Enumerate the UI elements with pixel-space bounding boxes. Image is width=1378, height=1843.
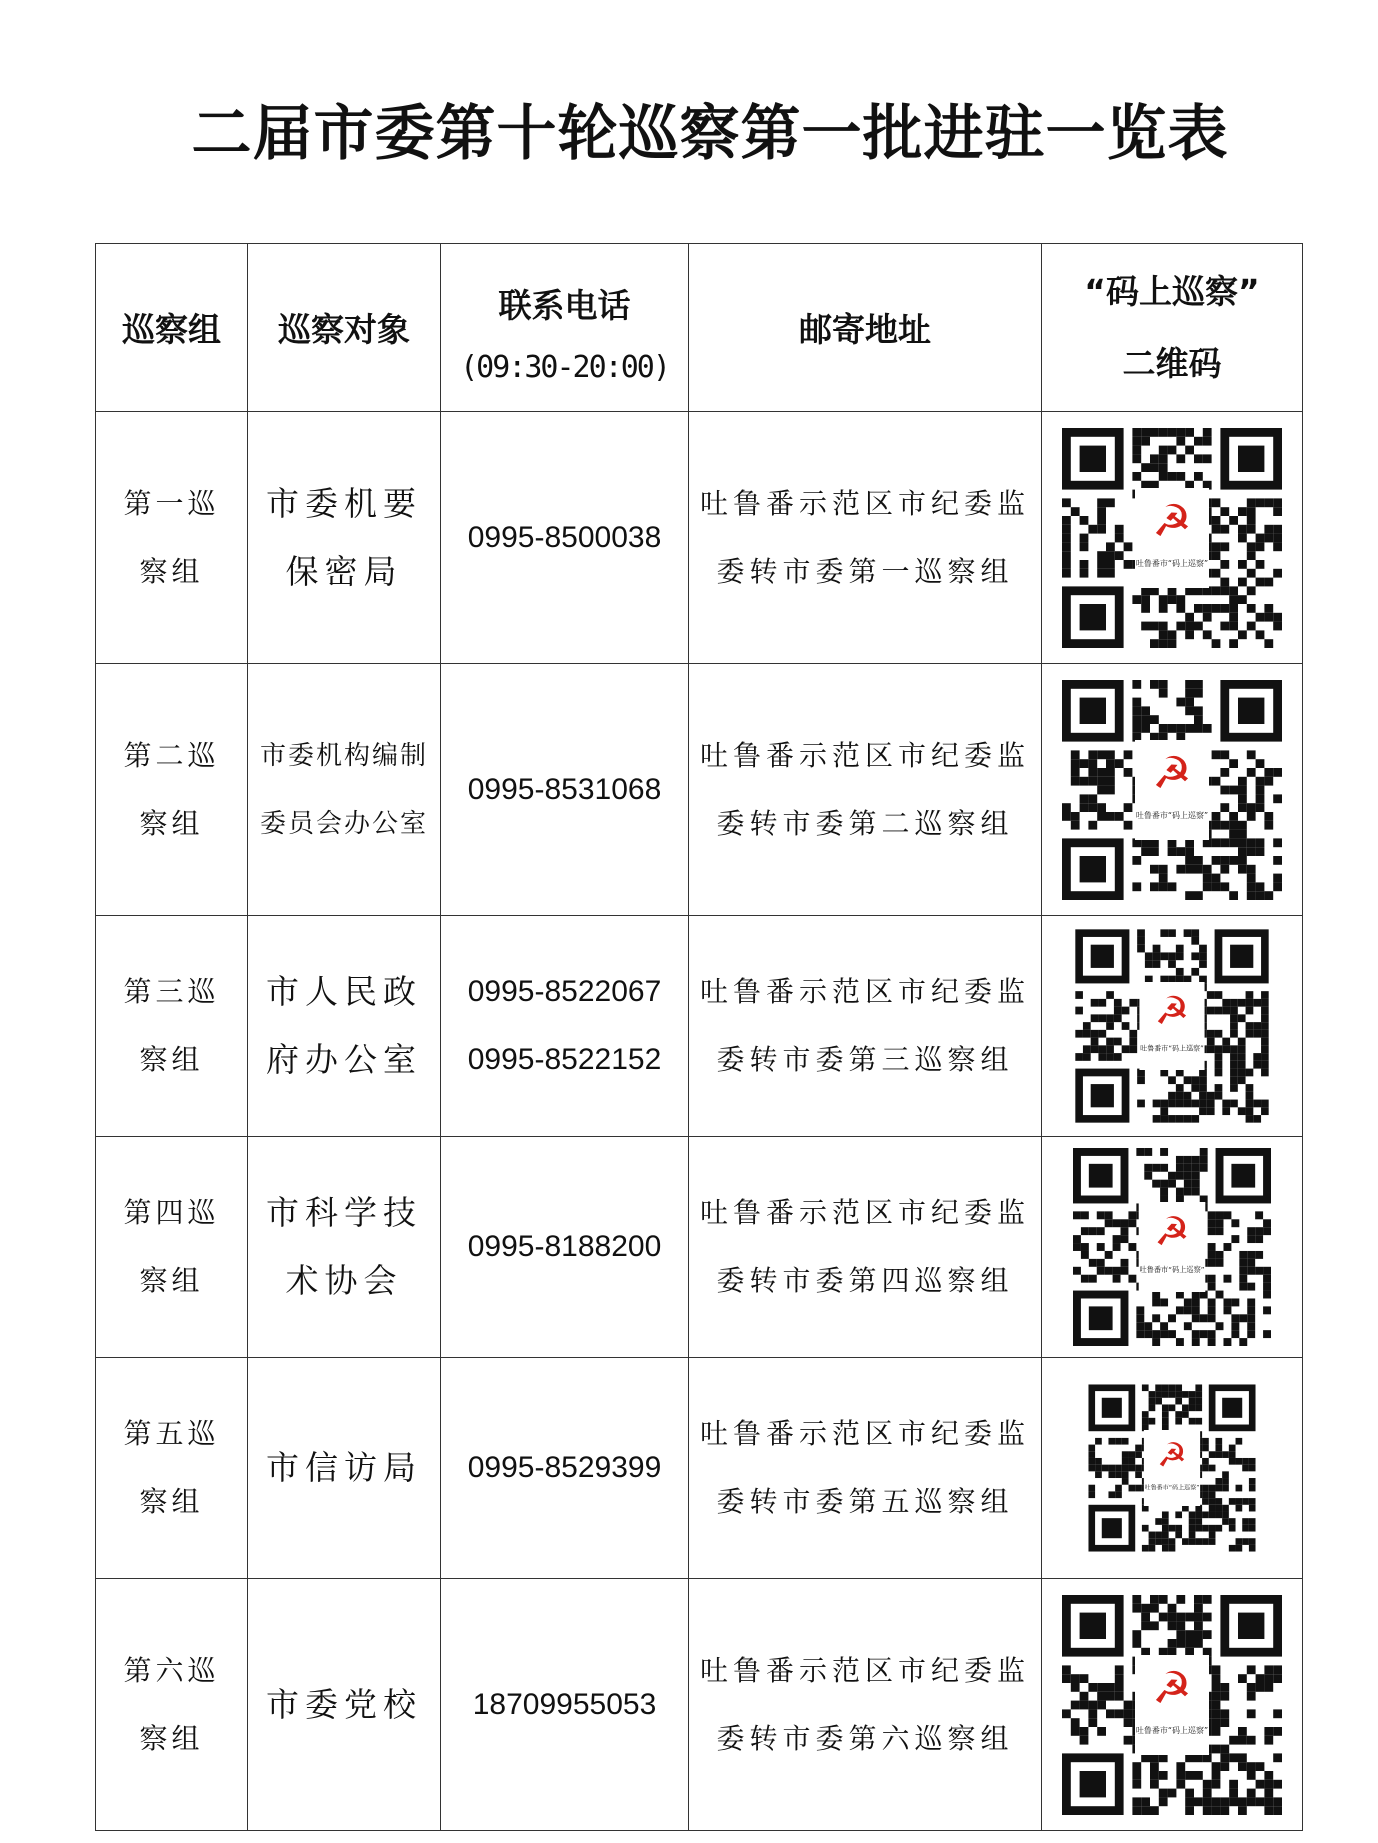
group-line1: 第四巡 [123,1196,220,1229]
party-emblem-icon: ☭ 吐鲁番市“码上巡察” [1135,488,1209,588]
group-line1: 第三巡 [123,975,220,1008]
table-row [96,1137,1303,1358]
party-emblem-icon: ☭ 吐鲁番市“码上巡察” [1135,1655,1209,1755]
phone-cell [441,1137,689,1358]
header-phone-hours: (09:30-20:00) [460,350,669,385]
target-line1: 市科学技 [266,1193,422,1232]
table-row [96,1358,1303,1579]
address-line2: 委转市委第一巡察组 [716,554,1014,588]
group-line2: 察组 [139,806,204,840]
group-line2: 察组 [139,554,204,588]
address-line2: 委转市委第五巡察组 [716,1485,1014,1518]
phone-cell [441,916,689,1137]
phone-line1: 0995-8529399 [467,1451,662,1484]
group-cell [96,412,248,664]
qr-cell [1042,664,1303,916]
phone-line1: 0995-8522067 [467,975,662,1008]
target-line2: 术协会 [285,1261,403,1300]
header-target: 巡察对象 [248,244,441,412]
page-title: 二届市委第十轮巡察第一批进驻一览表 [191,99,1229,169]
phone-cell [441,1358,689,1579]
header-address: 邮寄地址 [689,244,1042,412]
target-cell [248,1579,441,1831]
target-line1: 市委机构编制 [259,740,428,771]
address-line2: 委转市委第四巡察组 [716,1264,1014,1297]
target-line2: 委员会办公室 [259,808,428,839]
address-line1: 吐鲁番示范区市纪委监 [699,738,1030,772]
party-emblem-icon: ☭ 吐鲁番市“码上巡察” [1144,1430,1200,1506]
group-cell [96,1579,248,1831]
group-line1: 第一巡 [123,486,220,520]
address-cell [689,1358,1042,1579]
target-line1: 市信访局 [266,1448,422,1487]
table-row [96,412,1303,664]
table-row [96,664,1303,916]
header-phone-title: 联系电话 [498,286,631,325]
phone-line1: 0995-8188200 [467,1230,662,1263]
header-qr-line1: “码上巡察” [1084,271,1260,311]
qr-cell [1042,1358,1303,1579]
target-line2: 保密局 [285,551,403,591]
target-line1: 市委党校 [266,1684,422,1724]
group-line2: 察组 [139,1485,204,1518]
qr-code-icon[interactable] [1088,1384,1255,1551]
address-line2: 委转市委第三巡察组 [716,1043,1014,1076]
group-line1: 第六巡 [123,1653,220,1687]
target-cell [248,664,441,916]
group-line1: 第二巡 [123,738,220,772]
group-cell [96,1358,248,1579]
qr-code-icon[interactable] [1062,1595,1282,1815]
header-qr-line2: 二维码 [1122,343,1222,383]
phone-line2: 0995-8522152 [467,1043,662,1076]
phone-cell [441,664,689,916]
qr-cell [1042,916,1303,1137]
header-qr [1042,244,1303,412]
qr-code-icon[interactable] [1075,929,1269,1123]
qr-cell [1042,1579,1303,1831]
group-cell [96,916,248,1137]
target-cell [248,1137,441,1358]
address-cell [689,1579,1042,1831]
address-line1: 吐鲁番示范区市纪委监 [699,1417,1030,1450]
qr-cell [1042,412,1303,664]
address-line1: 吐鲁番示范区市纪委监 [699,975,1030,1008]
header-phone [441,244,689,412]
address-cell [689,664,1042,916]
group-line1: 第五巡 [123,1417,220,1450]
group-line2: 察组 [139,1264,204,1297]
table-row [96,916,1303,1137]
group-line2: 察组 [139,1721,204,1755]
group-cell [96,664,248,916]
target-cell [248,412,441,664]
phone-line1: 0995-8500038 [467,520,662,554]
address-line2: 委转市委第六巡察组 [716,1721,1014,1755]
phone-cell [441,1579,689,1831]
address-line1: 吐鲁番示范区市纪委监 [699,1653,1030,1687]
address-line2: 委转市委第二巡察组 [716,806,1014,840]
phone-line1: 18709955053 [472,1687,657,1721]
phone-cell [441,412,689,664]
address-cell [689,1137,1042,1358]
group-cell [96,1137,248,1358]
qr-cell [1042,1137,1303,1358]
table-row [96,1579,1303,1831]
address-cell [689,412,1042,664]
target-line2: 府办公室 [266,1040,422,1079]
qr-code-icon[interactable] [1062,680,1282,900]
header-group: 巡察组 [96,244,248,412]
qr-code-icon[interactable] [1062,428,1282,648]
party-emblem-icon: ☭ 吐鲁番市“码上巡察” [1139,982,1204,1070]
target-cell [248,916,441,1137]
phone-line1: 0995-8531068 [467,772,662,806]
qr-code-icon[interactable] [1073,1148,1271,1346]
group-line2: 察组 [139,1043,204,1076]
party-emblem-icon: ☭ 吐鲁番市“码上巡察” [1135,740,1209,840]
address-line1: 吐鲁番示范区市纪委监 [699,486,1030,520]
target-cell [248,1358,441,1579]
inspection-table [95,243,1303,1831]
address-cell [689,916,1042,1137]
party-emblem-icon: ☭ 吐鲁番市“码上巡察” [1139,1202,1206,1292]
target-line1: 市委机要 [266,483,422,523]
address-line1: 吐鲁番示范区市纪委监 [699,1196,1030,1229]
header-row [96,244,1303,412]
target-line1: 市人民政 [266,972,422,1011]
